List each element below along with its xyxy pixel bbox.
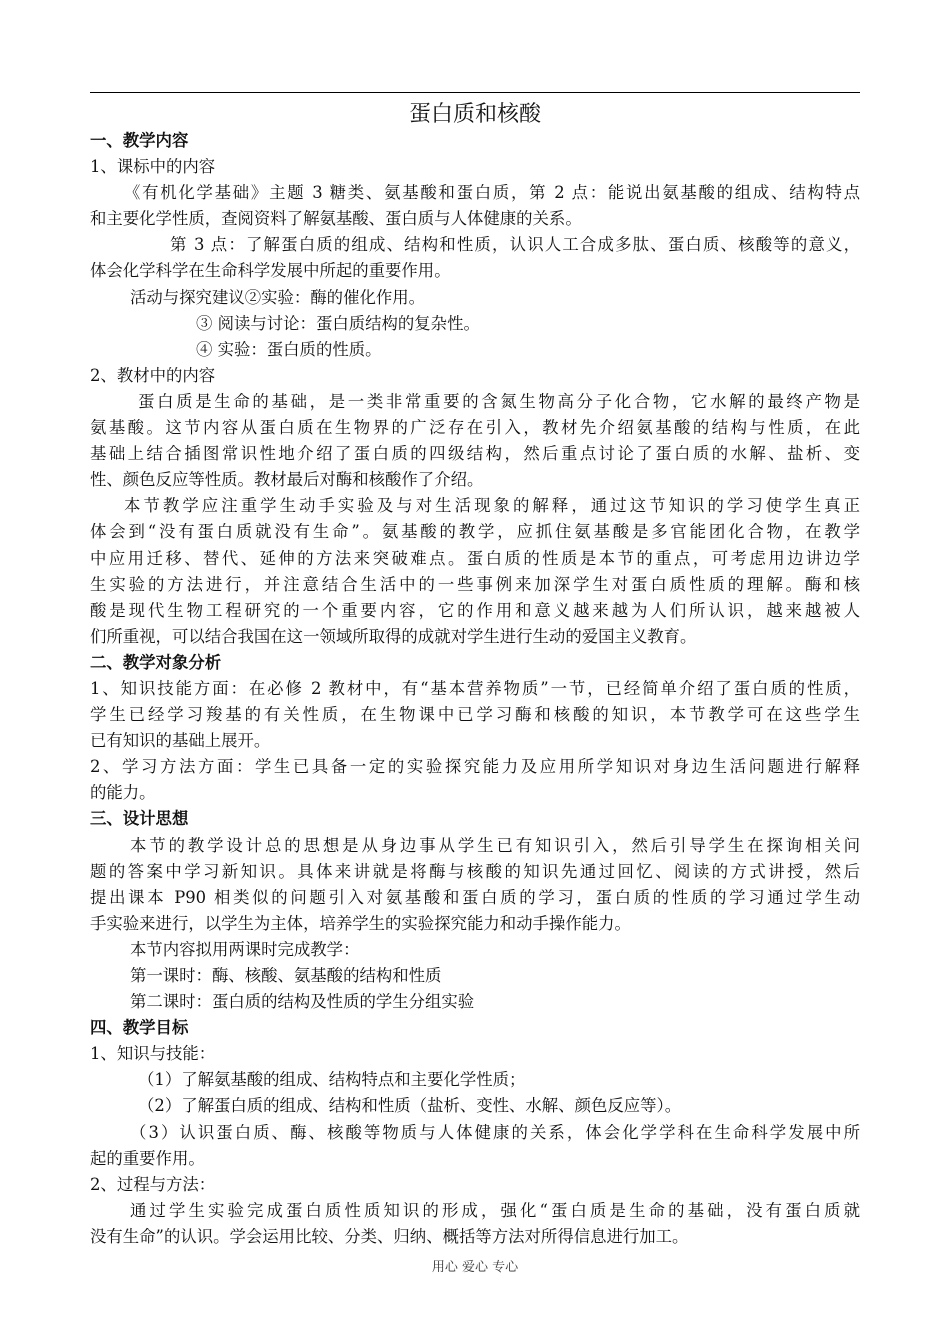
text-line: 本节内容拟用两课时完成教学： bbox=[130, 939, 360, 959]
text-line: 蛋白质是生命的基础，是一类非常重要的含氮生物高分子化合物，它水解的最终产物是 bbox=[138, 391, 860, 411]
header-rule bbox=[90, 92, 860, 93]
section-heading: 四、教学目标 bbox=[90, 1018, 189, 1038]
text-line: 1、知识与技能： bbox=[90, 1044, 216, 1064]
text-line: 提出课本 P90 相类似的问题引入对氨基酸和蛋白质的学习，蛋白质的性质的学习通过学生动 bbox=[90, 887, 860, 907]
section-heading: 二、教学对象分析 bbox=[90, 652, 222, 672]
text-line: 和主要化学性质，查阅资料了解氨基酸、蛋白质与人体健康的关系。 bbox=[90, 209, 582, 229]
text-line: 生实验的方法进行，并注意结合生活中的一些事例来加深学生对蛋白质性质的理解。酶和核 bbox=[90, 574, 860, 594]
text-line: 氨基酸。这节内容从蛋白质在生物界的广泛存在引入，教材先介绍氨基酸的结构与性质，在此 bbox=[90, 418, 860, 438]
text-line: 体会到“没有蛋白质就没有生命”。氨基酸的教学，应抓住氨基酸是多官能团化合物，在教学 bbox=[90, 522, 860, 542]
text-line: 活动与探究建议②实验：酶的催化作用。 bbox=[130, 287, 426, 307]
text-line: 起的重要作用。 bbox=[90, 1148, 205, 1168]
text-line: 性、颜色反应等性质。教材最后对酶和核酸作了介绍。 bbox=[90, 470, 484, 490]
page-title: 蛋白质和核酸 bbox=[408, 102, 541, 127]
section-heading: 三、设计思想 bbox=[90, 809, 189, 829]
text-line: 2、教材中的内容 bbox=[90, 365, 216, 385]
text-line: ④ 实验：蛋白质的性质。 bbox=[196, 339, 382, 359]
text-line: 第二课时：蛋白质的结构及性质的学生分组实验 bbox=[130, 992, 475, 1012]
text-line: 本节教学应注重学生动手实验及与对生活现象的解释，通过这节知识的学习使学生真正 bbox=[124, 496, 860, 516]
text-line: 2、过程与方法： bbox=[90, 1174, 216, 1194]
text-line: 手实验来进行，以学生为主体，培养学生的实验探究能力和动手操作能力。 bbox=[90, 913, 631, 933]
text-line: （3）认识蛋白质、酶、核酸等物质与人体健康的关系，体会化学学科在生命科学发展中所 bbox=[130, 1122, 860, 1142]
page-footer: 用心 爱心 专心 bbox=[431, 1260, 519, 1275]
text-line: 第 3 点：了解蛋白质的组成、结构和性质，认识人工合成多肽、蛋白质、核酸等的意义， bbox=[170, 235, 860, 255]
text-line: （2）了解蛋白质的组成、结构和性质（盐析、变性、水解、颜色反应等）。 bbox=[138, 1096, 682, 1116]
text-line: 通过学生实验完成蛋白质性质知识的形成，强化“蛋白质是生命的基础，没有蛋白质就 bbox=[130, 1200, 860, 1220]
text-line: 本节的教学设计总的思想是从身边事从学生已有知识引入，然后引导学生在探询相关问 bbox=[130, 835, 860, 855]
text-line: 酸是现代生物工程研究的一个重要内容，它的作用和意义越来越为人们所认识，越来越被人 bbox=[90, 600, 860, 620]
text-line: 中应用迁移、替代、延伸的方法来突破难点。蛋白质的性质是本节的重点，可考虑用边讲边学 bbox=[90, 548, 860, 568]
text-line: 们所重视，可以结合我国在这一领域所取得的成就对学生进行生动的爱国主义教育。 bbox=[90, 626, 697, 646]
text-line: 2、学习方法方面：学生已具备一定的实验探究能力及应用所学知识对身边生活问题进行解释 bbox=[90, 757, 860, 777]
text-line: 1、课标中的内容 bbox=[90, 157, 216, 177]
text-line: 已有知识的基础上展开。 bbox=[90, 731, 271, 751]
text-line: 学生已经学习羧基的有关性质，在生物课中已学习酶和核酸的知识，本节教学可在这些学生 bbox=[90, 705, 860, 725]
text-line: 第一课时：酶、核酸、氨基酸的结构和性质 bbox=[130, 966, 442, 985]
section-heading: 一、教学内容 bbox=[90, 131, 189, 150]
text-line: 没有生命”的认识。学会运用比较、分类、归纳、概括等方法对所得信息进行加工。 bbox=[90, 1226, 689, 1246]
text-line: 的能力。 bbox=[90, 783, 156, 803]
text-line: 基础上结合插图常识性地介绍了蛋白质的四级结构，然后重点讨论了蛋白质的水解、盐析、变 bbox=[90, 444, 860, 464]
text-line: 题的答案中学习新知识。具体来讲就是将酶与核酸的知识先通过回忆、阅读的方式讲授，然后 bbox=[90, 861, 860, 881]
document-body bbox=[90, 128, 860, 1250]
text-line: 体会化学科学在生命科学发展中所起的重要作用。 bbox=[90, 261, 451, 281]
text-line: 1、知识技能方面：在必修 2 教材中，有“基本营养物质”一节，已经简单介绍了蛋白质的性质， bbox=[90, 678, 860, 698]
text-line: 《有机化学基础》主题 3 糖类、氨基酸和蛋白质，第 2 点：能说出氨基酸的组成、结构特点 bbox=[124, 183, 860, 203]
text-line: ③ 阅读与讨论：蛋白质结构的复杂性。 bbox=[196, 313, 480, 333]
text-line: （1）了解氨基酸的组成、结构特点和主要化学性质； bbox=[138, 1070, 526, 1090]
